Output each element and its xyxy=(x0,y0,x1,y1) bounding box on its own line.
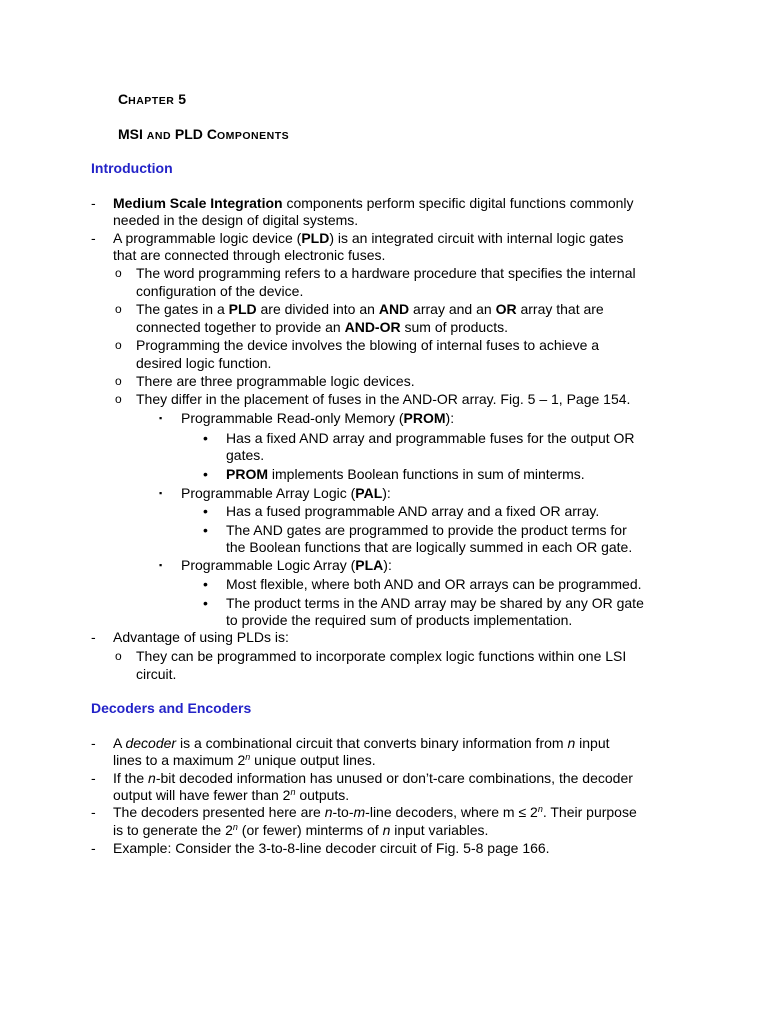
pal-line: Programmable Array Logic (PAL): xyxy=(181,485,391,501)
decoder-example-line: Example: Consider the 3-to-8-line decoder circuit of Fig. 5-8 page 166. xyxy=(113,840,550,856)
pal-and-line-1: The AND gates are programmed to provide the product terms for xyxy=(226,522,627,538)
msi-line-1: Medium Scale Integration components perform specific digital functions commonly xyxy=(113,195,634,211)
bullet-marker: • xyxy=(203,503,208,519)
bullet-marker: • xyxy=(203,522,208,538)
circle-marker: o xyxy=(115,392,122,406)
pld-line-2: that are connected through electronic fuses. xyxy=(113,247,386,263)
circle-marker: o xyxy=(115,338,122,352)
pla-product-line-2: to provide the required sum of products implementation. xyxy=(226,612,573,628)
pal-and-line-2: the Boolean functions that are logically summed in each OR gate. xyxy=(226,539,633,555)
dash-marker: - xyxy=(91,629,96,645)
blowing-line-2: desired logic function. xyxy=(136,355,272,371)
bullet-marker: • xyxy=(203,595,208,611)
chapter-label: CHAPTER 5 xyxy=(118,91,186,107)
prom-implements-line: PROM implements Boolean functions in sum of minterms. xyxy=(226,466,585,482)
dash-marker: - xyxy=(91,770,96,786)
advantage-line: Advantage of using PLDs is: xyxy=(113,629,289,645)
gates-line-1: The gates in a PLD are divided into an AND array and an OR array that are xyxy=(136,301,604,317)
advantage-sub-line-2: circuit. xyxy=(136,666,177,682)
prom-line: Programmable Read-only Memory (PROM): xyxy=(181,410,455,426)
decoder-def-line-1: A decoder is a combinational circuit that converts binary information from n input xyxy=(113,735,610,751)
prom-fixed-line-2: gates. xyxy=(226,447,265,463)
decoder-purpose-line-1: The decoders presented here are n-to-m-line decoders, where $m \le 2^n$. Their purpose xyxy=(113,804,637,820)
pal-fused-line: Has a fused programmable AND array and a fixed OR array. xyxy=(226,503,600,519)
circle-marker: o xyxy=(115,649,122,663)
bullet-marker: • xyxy=(203,576,208,592)
square-marker: ▪ xyxy=(159,560,163,570)
advantage-sub-line-1: They can be programmed to incorporate complex logic functions within one LSI xyxy=(136,648,627,664)
msi-line-2: needed in the design of digital systems. xyxy=(113,212,359,228)
decoder-purpose-line-2: is to generate the 2$^n$ (or fewer) minterms of n input variables. xyxy=(113,822,489,838)
introduction-heading: Introduction xyxy=(91,160,173,176)
bullet-marker: • xyxy=(203,430,208,446)
pld-line-1: A programmable logic device (PLD) is an integrated circuit with internal logic gates xyxy=(113,230,624,246)
programming-line-1: The word programming refers to a hardware procedure that specifies the internal xyxy=(136,265,636,281)
decoder-unused-line-1: If the n-bit decoded information has unused or don’t-care combinations, the decoder xyxy=(113,770,633,786)
blowing-line-1: Programming the device involves the blowing of internal fuses to achieve a xyxy=(136,337,600,353)
circle-marker: o xyxy=(115,302,122,316)
dash-marker: - xyxy=(91,195,96,211)
prom-fixed-line-1: Has a fixed AND array and programmable fuses for the output OR xyxy=(226,430,635,446)
differ-line: They differ in the placement of fuses in the AND-OR array. Fig. 5 – 1, Page 154. xyxy=(136,391,631,407)
pla-line: Programmable Logic Array (PLA): xyxy=(181,557,392,573)
dash-marker: - xyxy=(91,735,96,751)
gates-line-2: connected together to provide an AND-OR sum of products. xyxy=(136,319,508,335)
square-marker: ▪ xyxy=(159,413,163,423)
three-devices-line: There are three programmable logic devices. xyxy=(136,373,415,389)
circle-marker: o xyxy=(115,374,122,388)
chapter-title: MSI AND PLD COMPONENTS xyxy=(118,126,290,142)
dash-marker: - xyxy=(91,804,96,820)
programming-line-2: configuration of the device. xyxy=(136,283,304,299)
dash-marker: - xyxy=(91,230,96,246)
dash-marker: - xyxy=(91,840,96,856)
decoders-heading: Decoders and Encoders xyxy=(91,700,252,716)
pla-product-line-1: The product terms in the AND array may be shared by any OR gate xyxy=(226,595,644,611)
pla-flexible-line: Most flexible, where both AND and OR arrays can be programmed. xyxy=(226,576,642,592)
bullet-marker: • xyxy=(203,466,208,482)
decoder-unused-line-2: output will have fewer than 2$^n$ outputs. xyxy=(113,787,350,803)
decoder-def-line-2: lines to a maximum 2$^n$ unique output lines. xyxy=(113,752,376,768)
circle-marker: o xyxy=(115,266,122,280)
square-marker: ▪ xyxy=(159,488,163,498)
